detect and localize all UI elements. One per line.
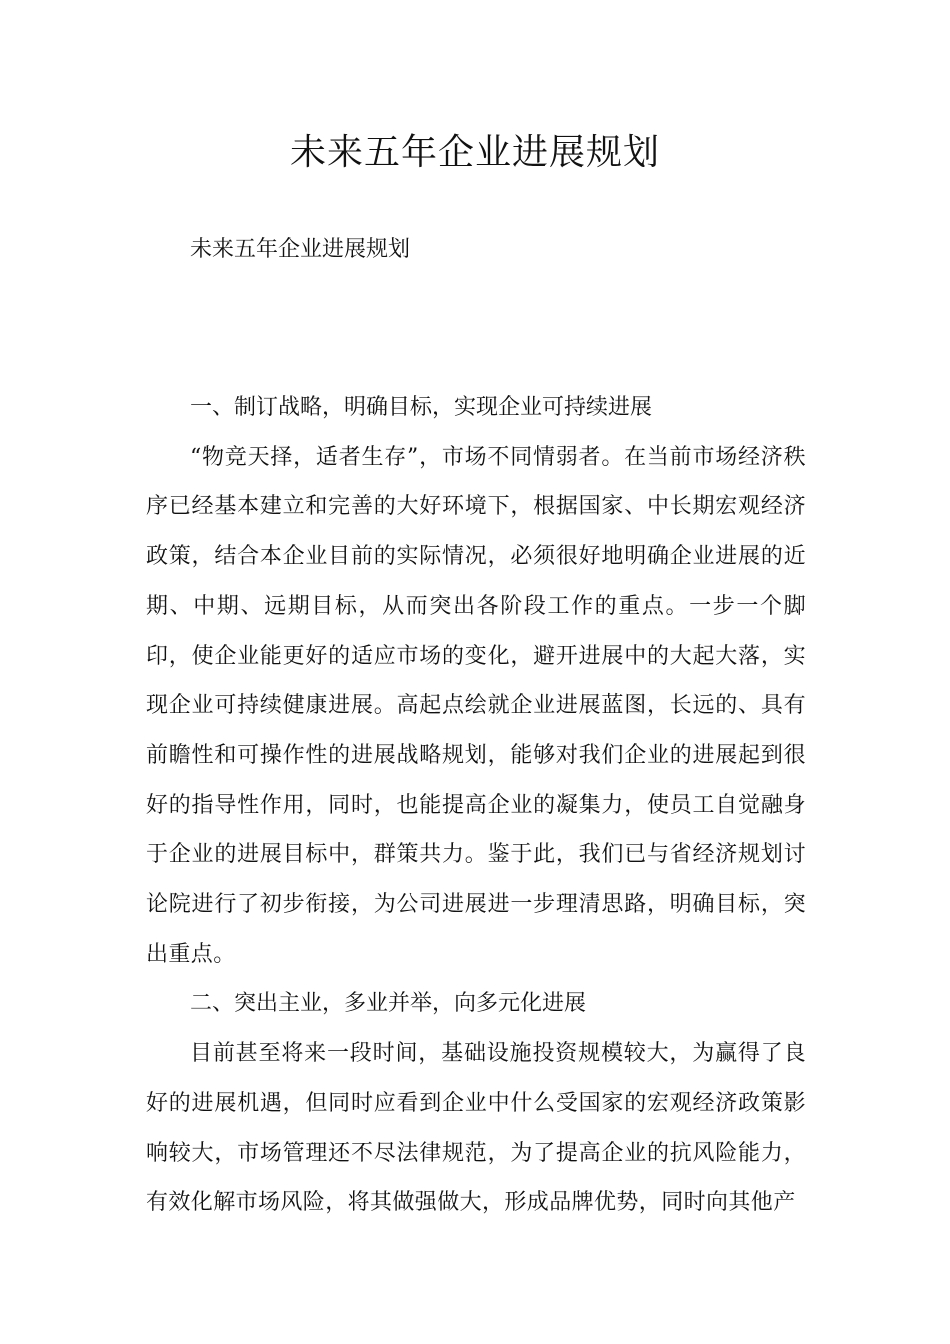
section-paragraph-1: “物竞天择，适者生存”，市场不同情弱者。在当前市场经济秩序已经基本建立和完善的大好环境下，根据国家、中长期宏观经济政策，结合本企业目前的实际情况，必须很好地明确企业进展的近期、中期、远期目标，从而突出各阶段工作的重点。一步一个脚印，使企业能更好的适应市场的变化，避开进展中的大起大落，实现企业可持续健康进展。高起点绘就企业进展蓝图，长远的、具有前瞻性和可操作性的进展战略规划，能够对我们企业的进展起到很好的指导性作用，同时，也能提高企业的凝集力，使员工自觉融身于企业的进展目标中，群策共力。鉴于此，我们已与省经济规划讨论院进行了初步衔接，为公司进展进一步理清思路，明确目标，突出重点。 [146, 444, 806, 967]
document-subtitle: 未来五年企业进展规划 [190, 237, 411, 262]
section-heading-1: 一、制订战略，明确目标，实现企业可持续进展 [190, 395, 653, 420]
section-heading-2: 二、突出主业，多业并举，向多元化进展 [190, 991, 587, 1017]
document-title: 未来五年企业进展规划 [289, 132, 660, 173]
section-paragraph-2: 目前甚至将来一段时间，基础设施投资规模较大，为赢得了良好的进展机遇，但同时应看到企业中什么受国家的宏观经济政策影响较大，市场管理还不尽法律规范，为了提高企业的抗风险能力，有效化解市场风险，将其做强做大，形成品牌优势，同时向其他产 [146, 1041, 806, 1216]
document-body [146, 383, 806, 1228]
